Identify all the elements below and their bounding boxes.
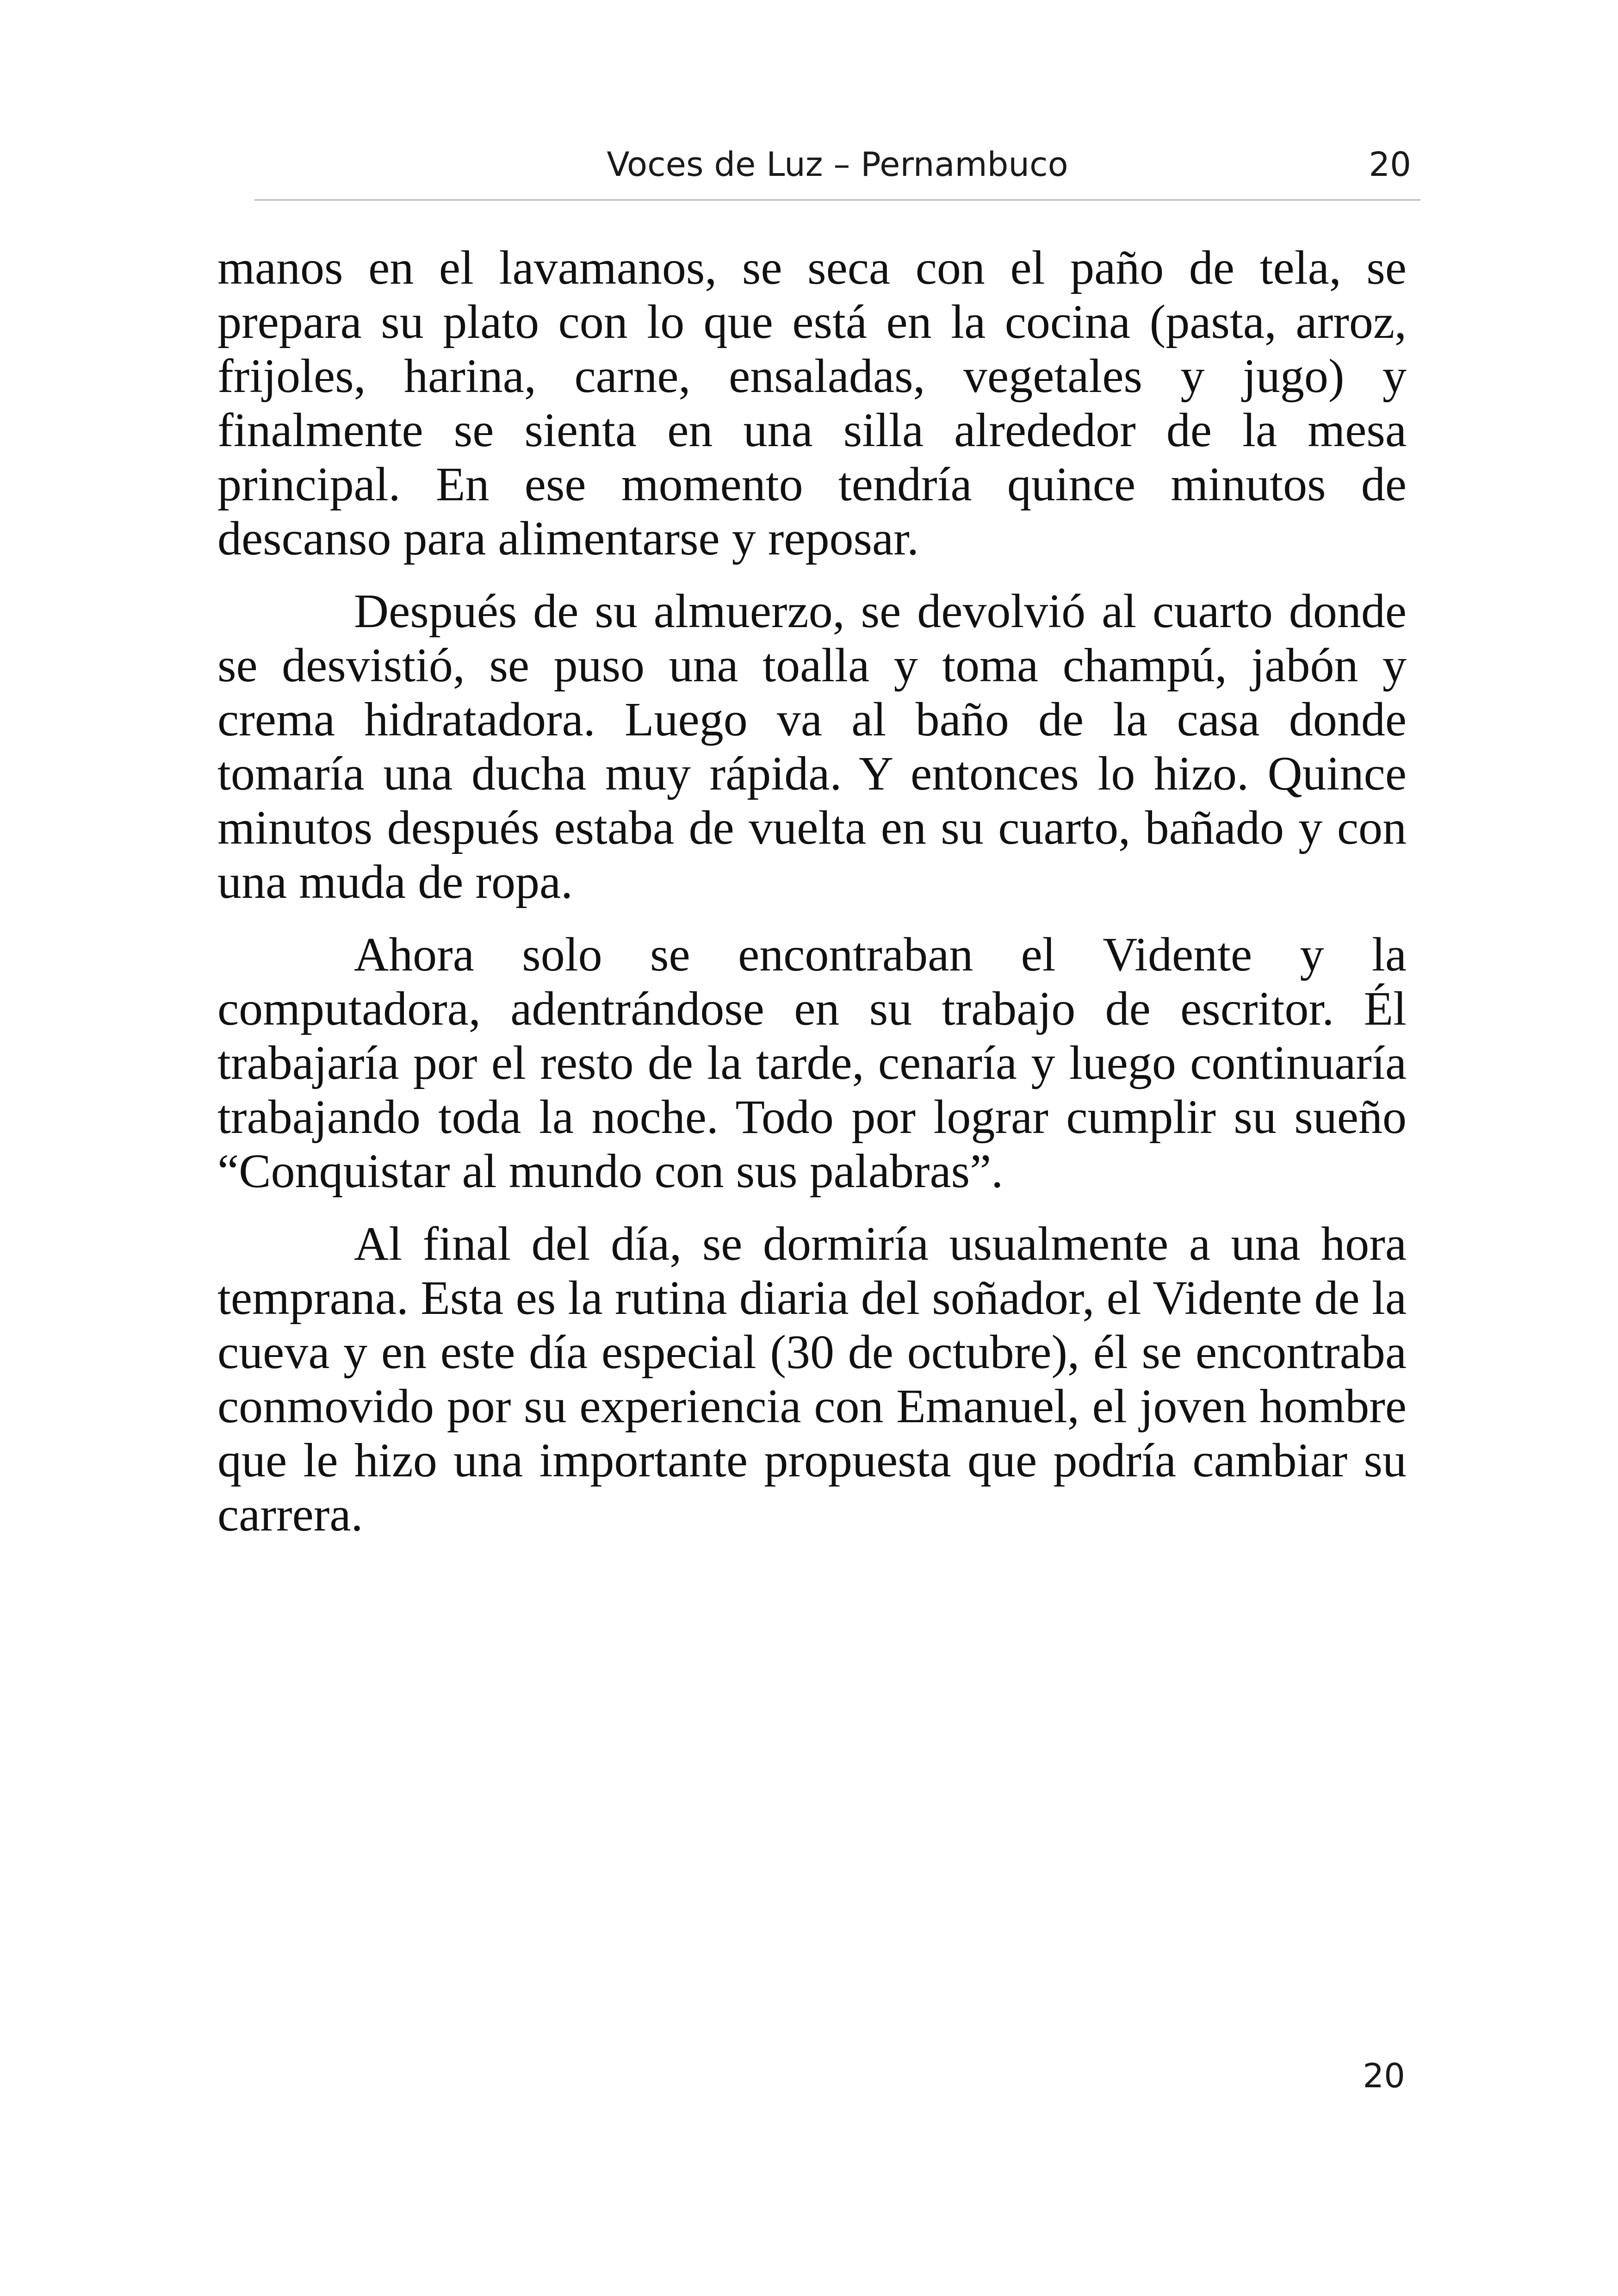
paragraph: Después de su almuerzo, se devolvió al cuarto donde se desvistió, se puso una toalla y toma champú, jabón y crema hidratadora. Luego va al baño de la casa donde tomaría una ducha muy rápida. Y entonces lo hizo. Quince minutos después estaba de vuelta en su cuarto, bañado y con una muda de ropa. (217, 585, 1407, 908)
body-text (217, 241, 1407, 1560)
running-header (254, 134, 1420, 201)
paragraph-continuation: manos en el lavamanos, se seca con el paño de tela, se prepara su plato con lo que está en la cocina (pasta, arroz, frijoles, harina, carne, ensaladas, vegetales y jugo) y finalmente se sienta en una silla alrededor de la mesa principal. En ese momento tendría quince minutos de descanso para alimentarse y reposar. (217, 241, 1407, 565)
header-title: Voces de Luz – Pernambuco (607, 145, 1068, 184)
footer-page-number: 20 (1363, 2056, 1405, 2095)
paragraph: Ahora solo se encontraban el Vidente y la computadora, adentrándose en su trabajo de escritor. Él trabajaría por el resto de la tarde, cenaría y luego continuaría trabajando toda la noche. Todo por lograr cumplir su sueño “Conquistar al mundo con sus palabras”. (217, 928, 1407, 1198)
paragraph: Al final del día, se dormiría usualmente a una hora temprana. Esta es la rutina diaria del soñador, el Vidente de la cueva y en este día especial (30 de octubre), él se encontraba conmovido por su experiencia con Emanuel, el joven hombre que le hizo una importante propuesta que podría cambiar su carrera. (217, 1217, 1407, 1541)
header-page-number: 20 (1369, 145, 1411, 184)
